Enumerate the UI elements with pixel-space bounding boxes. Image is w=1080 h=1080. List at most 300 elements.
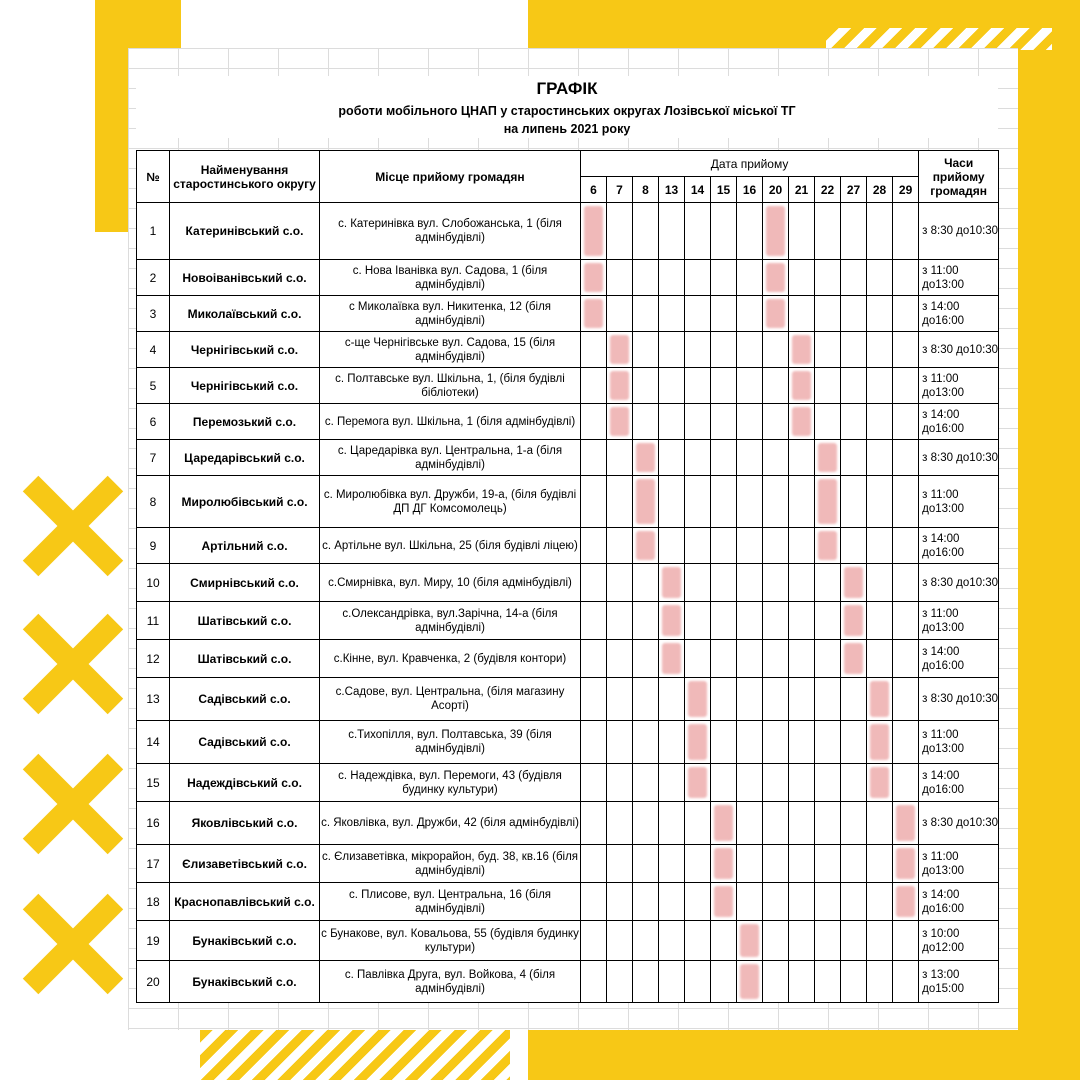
reception-time: з 11:00 до13:00: [919, 476, 999, 528]
district-name: Артільний с.о.: [170, 528, 320, 564]
row-number: 5: [137, 368, 170, 404]
district-name: Царедарівський с.о.: [170, 440, 320, 476]
reception-day-mark: [662, 567, 681, 598]
day-cell: [633, 332, 659, 368]
day-cell: [867, 678, 893, 721]
day-cell: [789, 368, 815, 404]
day-cell: [893, 368, 919, 404]
day-cell: [763, 845, 789, 883]
day-cell: [685, 332, 711, 368]
reception-time: з 14:00 до16:00: [919, 528, 999, 564]
day-cell: [633, 564, 659, 602]
stripe-pattern-top: [826, 28, 1052, 50]
day-cell: [763, 764, 789, 802]
day-cell: [581, 203, 607, 260]
cross-icon: [22, 894, 122, 994]
day-cell: [607, 296, 633, 332]
reception-day-mark: [896, 886, 915, 917]
day-cell: [815, 678, 841, 721]
table-row: [137, 564, 999, 602]
day-cell: [867, 368, 893, 404]
day-cell: [581, 476, 607, 528]
day-cell: [659, 802, 685, 845]
day-cell: [763, 332, 789, 368]
yellow-frame-bottom: [528, 1030, 1080, 1080]
reception-day-mark: [766, 263, 785, 292]
day-cell: [867, 296, 893, 332]
day-cell: [815, 883, 841, 921]
day-cell: [841, 296, 867, 332]
day-cell: [581, 921, 607, 961]
day-cell: [659, 296, 685, 332]
cross-icon: [22, 754, 122, 854]
day-cell: [867, 640, 893, 678]
reception-place: с. Єлизаветівка, мікрорайон, буд. 38, кв.16 (біля адмінбудівлі): [320, 845, 581, 883]
day-cell: [867, 961, 893, 1003]
day-cell: [711, 440, 737, 476]
day-cell: [763, 440, 789, 476]
day-cell: [737, 440, 763, 476]
day-cell: [763, 296, 789, 332]
day-cell: [633, 296, 659, 332]
day-header: 14: [685, 177, 711, 203]
day-cell: [763, 721, 789, 764]
day-cell: [763, 961, 789, 1003]
day-cell: [893, 883, 919, 921]
reception-place: с. Надеждівка, вул. Перемоги, 43 (будівля будинку культури): [320, 764, 581, 802]
district-name: Яковлівський с.о.: [170, 802, 320, 845]
reception-day-mark: [844, 643, 863, 674]
reception-time: з 8:30 до10:30: [919, 802, 999, 845]
day-cell: [841, 528, 867, 564]
reception-time: з 11:00 до13:00: [919, 260, 999, 296]
reception-day-mark: [792, 371, 811, 400]
day-cell: [867, 260, 893, 296]
table-row: [137, 368, 999, 404]
day-cell: [607, 528, 633, 564]
day-cell: [789, 203, 815, 260]
day-cell: [815, 921, 841, 961]
day-cell: [815, 476, 841, 528]
day-cell: [737, 883, 763, 921]
day-header: 29: [893, 177, 919, 203]
day-cell: [659, 260, 685, 296]
reception-day-mark: [766, 299, 785, 328]
day-cell: [711, 332, 737, 368]
day-cell: [607, 602, 633, 640]
row-number: 2: [137, 260, 170, 296]
day-cell: [867, 602, 893, 640]
day-cell: [893, 721, 919, 764]
district-name: Шатівський с.о.: [170, 640, 320, 678]
day-cell: [815, 564, 841, 602]
reception-day-mark: [688, 724, 707, 760]
day-cell: [737, 721, 763, 764]
day-cell: [711, 802, 737, 845]
reception-day-mark: [844, 605, 863, 636]
district-name: Миролюбівський с.о.: [170, 476, 320, 528]
day-cell: [841, 602, 867, 640]
day-cell: [841, 721, 867, 764]
reception-place: с. Катеринівка вул. Слобожанська, 1 (біля адмінбудівлі): [320, 203, 581, 260]
day-cell: [763, 602, 789, 640]
day-cell: [841, 961, 867, 1003]
day-cell: [789, 404, 815, 440]
reception-time: з 8:30 до10:30: [919, 678, 999, 721]
day-cell: [893, 332, 919, 368]
reception-place: с Миколаївка вул. Никитенка, 12 (біля адмінбудівлі): [320, 296, 581, 332]
cross-icon: [22, 476, 122, 576]
day-cell: [607, 764, 633, 802]
day-cell: [841, 564, 867, 602]
yellow-frame-right-side: [1018, 0, 1080, 1080]
day-cell: [893, 260, 919, 296]
day-cell: [815, 404, 841, 440]
day-cell: [789, 640, 815, 678]
day-cell: [763, 921, 789, 961]
day-cell: [893, 203, 919, 260]
day-cell: [893, 802, 919, 845]
day-cell: [685, 764, 711, 802]
table-row: [137, 845, 999, 883]
page-subtitle: роботи мобільного ЦНАП у старостинських округах Лозівської міської ТГ: [136, 102, 998, 121]
district-name: Миколаївський с.о.: [170, 296, 320, 332]
day-header: 21: [789, 177, 815, 203]
day-cell: [789, 440, 815, 476]
day-cell: [685, 296, 711, 332]
day-cell: [633, 802, 659, 845]
day-cell: [815, 296, 841, 332]
row-number: 9: [137, 528, 170, 564]
table-row: [137, 961, 999, 1003]
table-row: [137, 440, 999, 476]
day-cell: [659, 528, 685, 564]
day-cell: [711, 845, 737, 883]
day-cell: [867, 802, 893, 845]
day-cell: [659, 721, 685, 764]
day-cell: [633, 845, 659, 883]
day-cell: [659, 476, 685, 528]
reception-place: с. Артільне вул. Шкільна, 25 (біля будівлі ліцею): [320, 528, 581, 564]
day-cell: [737, 564, 763, 602]
district-name: Новоіванівський с.о.: [170, 260, 320, 296]
day-cell: [841, 476, 867, 528]
day-cell: [685, 721, 711, 764]
reception-time: з 8:30 до10:30: [919, 203, 999, 260]
row-number: 4: [137, 332, 170, 368]
day-cell: [711, 883, 737, 921]
day-cell: [763, 203, 789, 260]
day-cell: [633, 883, 659, 921]
day-cell: [737, 368, 763, 404]
day-cell: [581, 883, 607, 921]
reception-place: с-ще Чернігівське вул. Садова, 15 (біля адмінбудівлі): [320, 332, 581, 368]
day-cell: [581, 845, 607, 883]
day-cell: [633, 440, 659, 476]
day-cell: [867, 332, 893, 368]
day-cell: [685, 440, 711, 476]
row-number: 14: [137, 721, 170, 764]
reception-day-mark: [610, 371, 629, 400]
reception-time: з 14:00 до16:00: [919, 883, 999, 921]
day-cell: [737, 640, 763, 678]
day-header: 27: [841, 177, 867, 203]
schedule-table: [136, 150, 999, 1003]
day-cell: [659, 921, 685, 961]
reception-time: з 11:00 до13:00: [919, 602, 999, 640]
day-cell: [685, 404, 711, 440]
reception-place: с.Садове, вул. Центральна, (біля магазину Асорті): [320, 678, 581, 721]
reception-time: з 8:30 до10:30: [919, 332, 999, 368]
table-row: [137, 678, 999, 721]
day-cell: [659, 203, 685, 260]
day-cell: [867, 883, 893, 921]
day-cell: [893, 440, 919, 476]
schedule-period: на липень 2021 року: [136, 120, 998, 138]
day-cell: [659, 961, 685, 1003]
day-cell: [711, 528, 737, 564]
reception-day-mark: [662, 605, 681, 636]
day-cell: [867, 203, 893, 260]
day-cell: [711, 764, 737, 802]
district-name: Бунаківський с.о.: [170, 961, 320, 1003]
reception-place: с. Яковлівка, вул. Дружби, 42 (біля адмінбудівлі): [320, 802, 581, 845]
day-header: 7: [607, 177, 633, 203]
header-dates: Дата прийому: [581, 151, 919, 177]
day-cell: [893, 296, 919, 332]
day-cell: [867, 764, 893, 802]
reception-day-mark: [896, 848, 915, 879]
table-row: [137, 921, 999, 961]
reception-day-mark: [584, 263, 603, 292]
day-cell: [633, 721, 659, 764]
day-cell: [789, 528, 815, 564]
reception-place: с.Олександрівка, вул.Зарічна, 14-а (біля адмінбудівлі): [320, 602, 581, 640]
day-cell: [737, 528, 763, 564]
district-name: Шатівський с.о.: [170, 602, 320, 640]
day-cell: [581, 602, 607, 640]
reception-day-mark: [714, 805, 733, 841]
day-header: 16: [737, 177, 763, 203]
table-row: [137, 883, 999, 921]
day-cell: [581, 368, 607, 404]
reception-day-mark: [792, 335, 811, 364]
reception-place: с. Плисове, вул. Центральна, 16 (біля адмінбудівлі): [320, 883, 581, 921]
day-cell: [763, 883, 789, 921]
day-cell: [789, 476, 815, 528]
day-cell: [711, 640, 737, 678]
day-cell: [815, 332, 841, 368]
row-number: 7: [137, 440, 170, 476]
day-cell: [633, 528, 659, 564]
reception-place: с. Царедарівка вул. Центральна, 1-а (біля адмінбудівлі): [320, 440, 581, 476]
day-cell: [581, 332, 607, 368]
day-cell: [789, 802, 815, 845]
reception-time: з 14:00 до16:00: [919, 640, 999, 678]
day-cell: [815, 640, 841, 678]
district-name: Бунаківський с.о.: [170, 921, 320, 961]
row-number: 3: [137, 296, 170, 332]
reception-place: с.Смирнівка, вул. Миру, 10 (біля адмінбудівлі): [320, 564, 581, 602]
day-cell: [581, 721, 607, 764]
day-cell: [633, 764, 659, 802]
reception-day-mark: [636, 443, 655, 472]
day-cell: [789, 602, 815, 640]
day-cell: [789, 678, 815, 721]
day-cell: [893, 921, 919, 961]
day-cell: [711, 921, 737, 961]
reception-time: з 11:00 до13:00: [919, 845, 999, 883]
day-cell: [607, 440, 633, 476]
day-cell: [633, 921, 659, 961]
row-number: 8: [137, 476, 170, 528]
reception-day-mark: [870, 767, 889, 798]
day-cell: [737, 203, 763, 260]
day-cell: [607, 678, 633, 721]
day-cell: [711, 678, 737, 721]
day-cell: [685, 476, 711, 528]
day-cell: [841, 203, 867, 260]
day-cell: [815, 368, 841, 404]
day-cell: [659, 440, 685, 476]
day-cell: [841, 332, 867, 368]
row-number: 10: [137, 564, 170, 602]
day-cell: [711, 602, 737, 640]
day-cell: [763, 678, 789, 721]
day-cell: [581, 296, 607, 332]
day-cell: [893, 640, 919, 678]
reception-day-mark: [766, 206, 785, 256]
day-cell: [789, 260, 815, 296]
day-cell: [685, 260, 711, 296]
day-cell: [711, 961, 737, 1003]
day-header: 15: [711, 177, 737, 203]
day-cell: [867, 404, 893, 440]
day-cell: [685, 203, 711, 260]
row-number: 16: [137, 802, 170, 845]
row-number: 12: [137, 640, 170, 678]
reception-place: с Бунакове, вул. Ковальова, 55 (будівля будинку культури): [320, 921, 581, 961]
day-cell: [711, 721, 737, 764]
reception-day-mark: [792, 407, 811, 436]
day-cell: [841, 440, 867, 476]
row-number: 6: [137, 404, 170, 440]
day-cell: [581, 640, 607, 678]
row-number: 15: [137, 764, 170, 802]
reception-time: з 14:00 до16:00: [919, 764, 999, 802]
day-cell: [581, 678, 607, 721]
header-number: №: [137, 151, 170, 203]
day-cell: [737, 404, 763, 440]
header-district-name: Найменування старостинського округу: [170, 151, 320, 203]
reception-day-mark: [584, 299, 603, 328]
day-cell: [581, 440, 607, 476]
day-cell: [841, 802, 867, 845]
day-cell: [841, 640, 867, 678]
day-cell: [633, 368, 659, 404]
day-cell: [685, 921, 711, 961]
day-cell: [659, 845, 685, 883]
district-name: Садівський с.о.: [170, 678, 320, 721]
day-cell: [737, 921, 763, 961]
day-header: 28: [867, 177, 893, 203]
day-cell: [789, 921, 815, 961]
day-cell: [841, 368, 867, 404]
day-cell: [659, 602, 685, 640]
day-cell: [685, 845, 711, 883]
day-cell: [685, 368, 711, 404]
reception-place: с. Павлівка Друга, вул. Войкова, 4 (біля адмінбудівлі): [320, 961, 581, 1003]
day-cell: [815, 764, 841, 802]
day-cell: [711, 260, 737, 296]
day-cell: [815, 845, 841, 883]
day-cell: [737, 260, 763, 296]
day-cell: [763, 368, 789, 404]
day-cell: [841, 260, 867, 296]
header-time: Часи прийому громадян: [919, 151, 999, 203]
day-cell: [633, 203, 659, 260]
day-cell: [763, 802, 789, 845]
table-row: [137, 602, 999, 640]
yellow-frame-top-left: [95, 0, 181, 48]
reception-time: з 14:00 до16:00: [919, 404, 999, 440]
day-cell: [815, 440, 841, 476]
day-cell: [581, 961, 607, 1003]
reception-day-mark: [688, 767, 707, 798]
table-row: [137, 476, 999, 528]
reception-time: з 8:30 до10:30: [919, 564, 999, 602]
reception-day-mark: [818, 531, 837, 560]
day-cell: [815, 203, 841, 260]
day-cell: [711, 404, 737, 440]
table-row: [137, 528, 999, 564]
day-cell: [607, 721, 633, 764]
day-cell: [607, 845, 633, 883]
day-cell: [581, 404, 607, 440]
table-row: [137, 332, 999, 368]
day-cell: [581, 802, 607, 845]
day-cell: [633, 640, 659, 678]
day-cell: [841, 921, 867, 961]
day-cell: [893, 602, 919, 640]
day-cell: [685, 678, 711, 721]
table-row: [137, 721, 999, 764]
reception-place: с. Перемога вул. Шкільна, 1 (біля адмінбудівлі): [320, 404, 581, 440]
reception-day-mark: [636, 479, 655, 524]
day-cell: [841, 404, 867, 440]
day-cell: [633, 404, 659, 440]
day-cell: [711, 296, 737, 332]
day-header: 22: [815, 177, 841, 203]
day-cell: [893, 564, 919, 602]
day-cell: [607, 564, 633, 602]
day-cell: [867, 528, 893, 564]
day-cell: [633, 602, 659, 640]
day-cell: [867, 440, 893, 476]
day-cell: [633, 260, 659, 296]
day-header: 8: [633, 177, 659, 203]
day-cell: [581, 564, 607, 602]
day-cell: [659, 404, 685, 440]
day-cell: [841, 883, 867, 921]
day-cell: [607, 260, 633, 296]
table-row: [137, 404, 999, 440]
day-cell: [607, 883, 633, 921]
day-cell: [607, 404, 633, 440]
day-cell: [607, 368, 633, 404]
day-cell: [685, 802, 711, 845]
table-row: [137, 802, 999, 845]
